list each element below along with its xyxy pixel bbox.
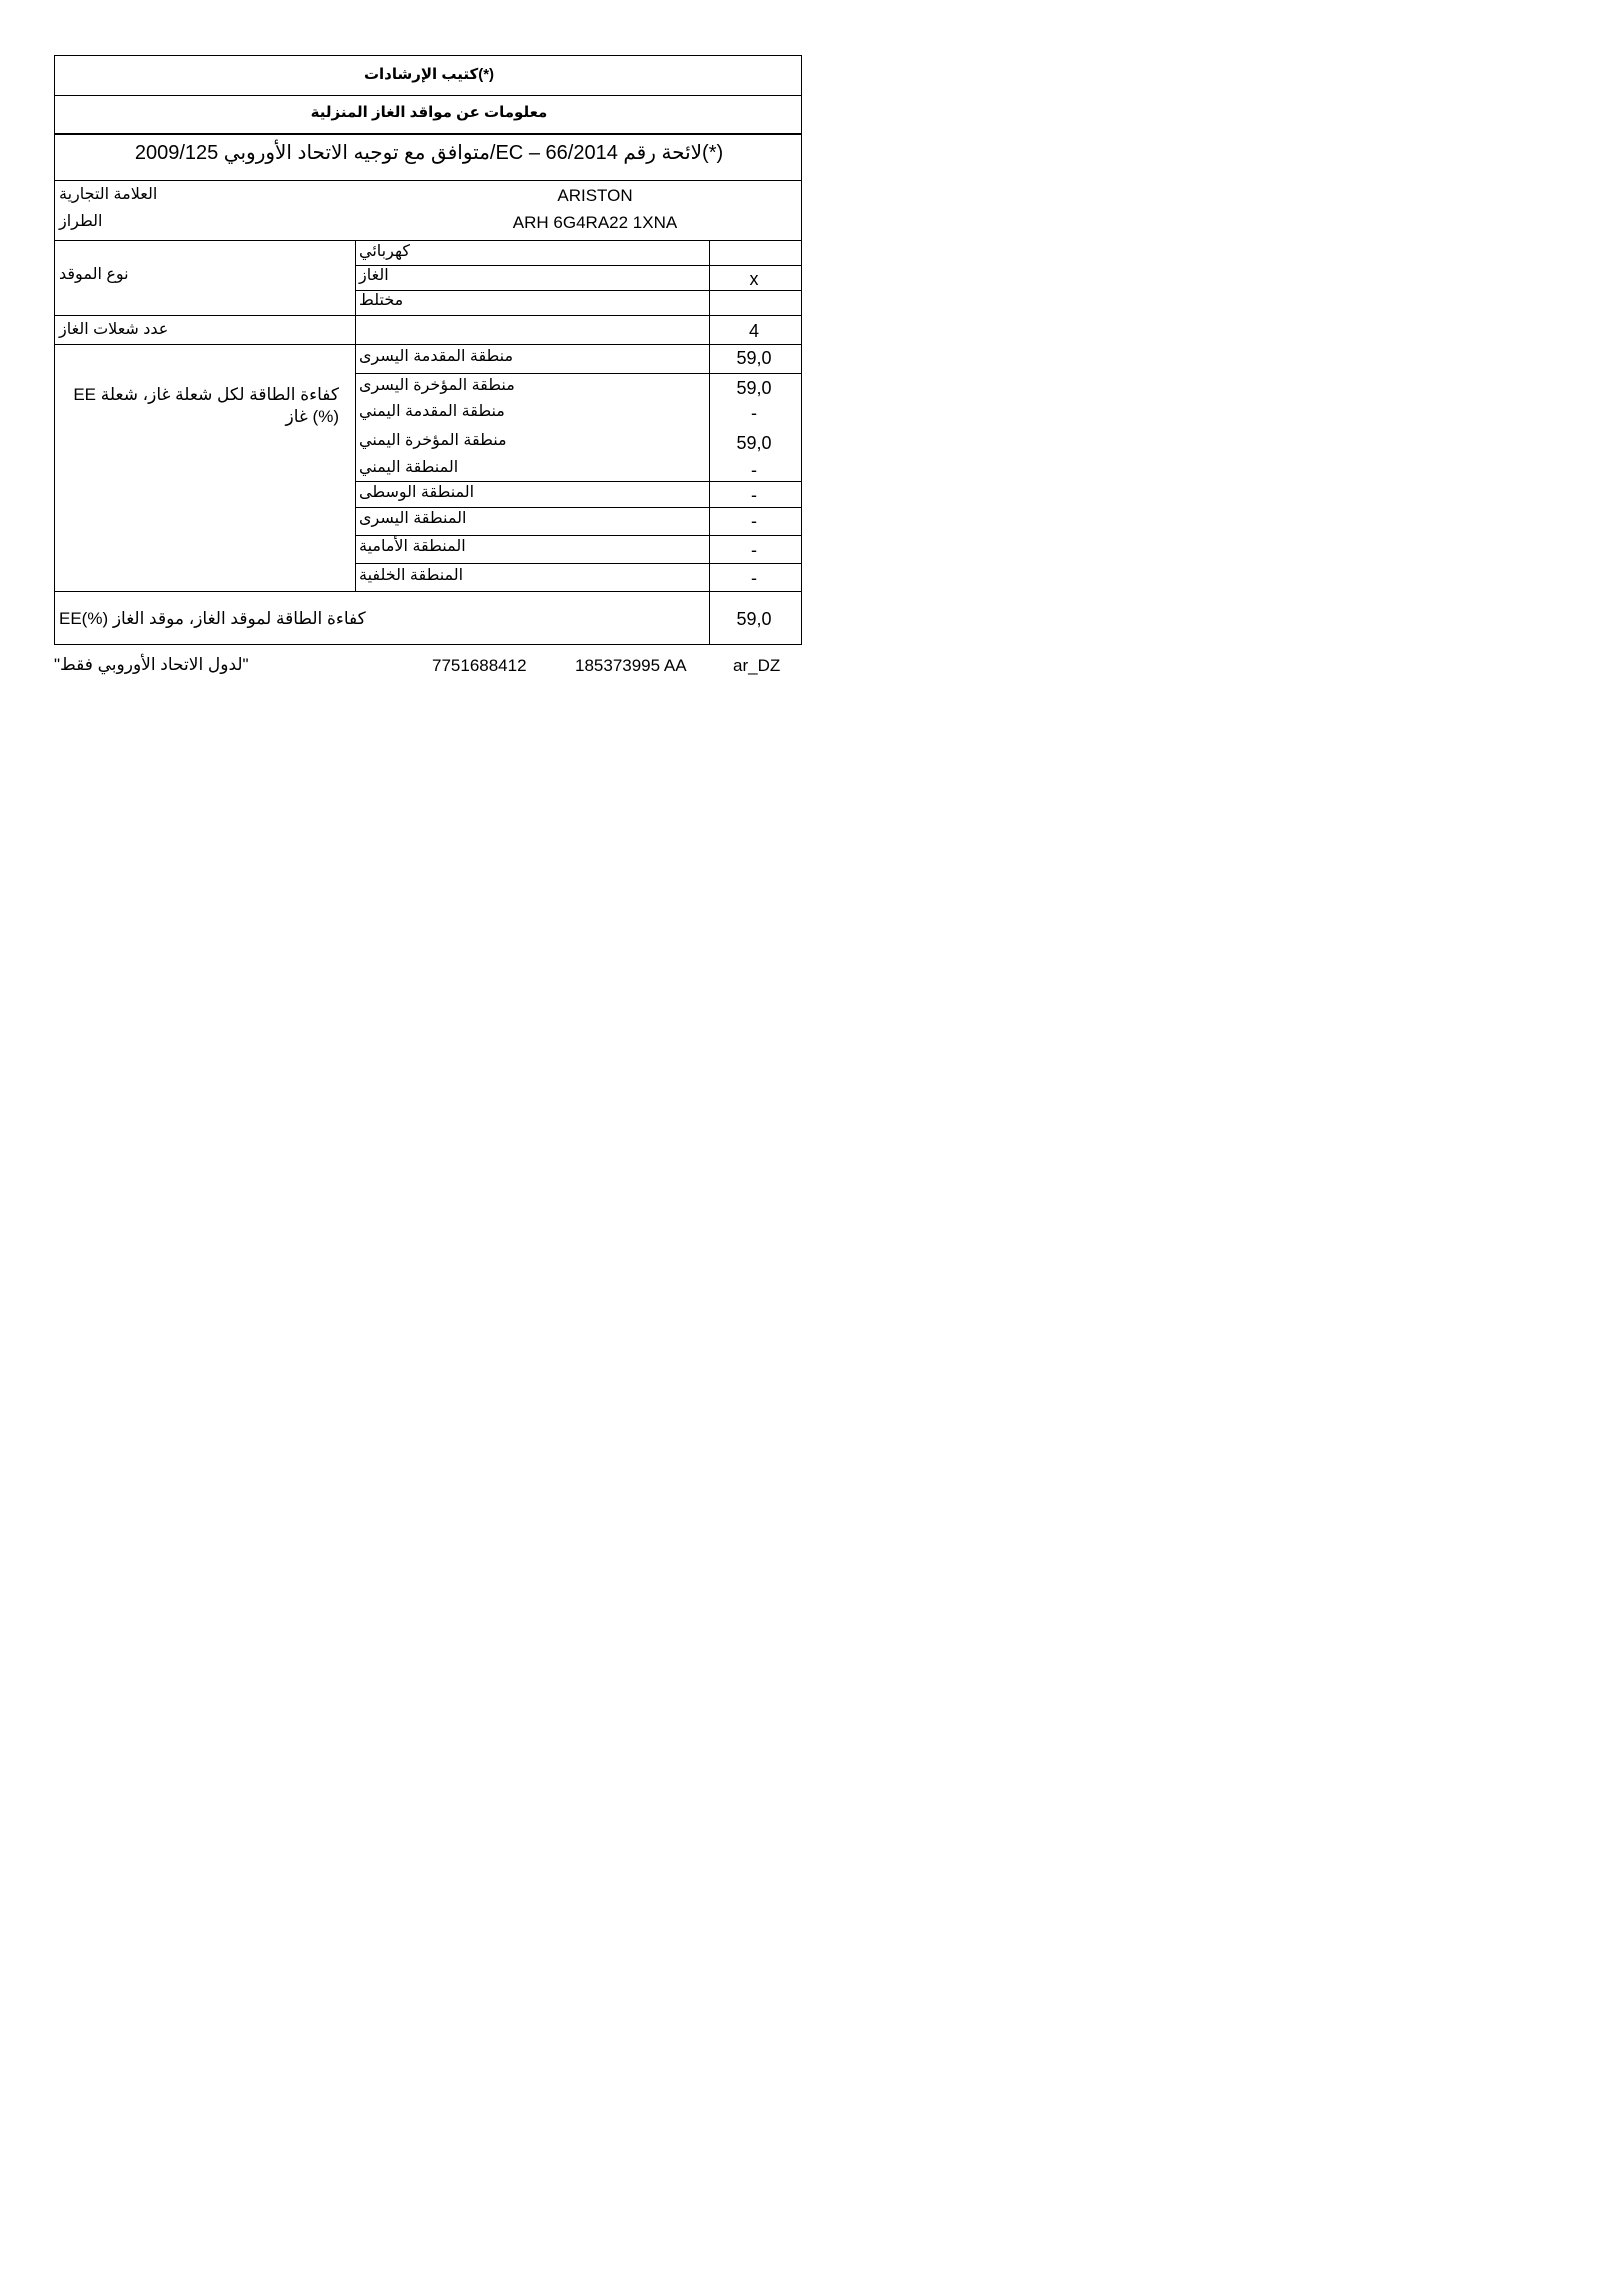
energy-info-table bbox=[54, 55, 802, 645]
zone-label: منطقة المؤخرة اليسرى bbox=[359, 377, 515, 394]
efficiency-total-label: EE(%) كفاءة الطاقة لموقد الغاز، موقد الغاز bbox=[59, 609, 366, 628]
model-label: الطراز bbox=[59, 213, 103, 230]
footer-code: 185373995 AA bbox=[575, 656, 687, 675]
zone-value: - bbox=[751, 485, 757, 505]
efficiency-total-value: 59,0 bbox=[736, 609, 772, 629]
zone-label: المنطقة اليمني bbox=[359, 459, 459, 476]
burners-label: عدد شعلات الغاز bbox=[59, 321, 169, 338]
zone-label: المنطقة الأمامية bbox=[359, 538, 466, 555]
divider bbox=[355, 290, 801, 291]
zone-value: 59,0 bbox=[736, 348, 772, 368]
divider bbox=[55, 591, 801, 592]
brand-label: العلامة التجارية bbox=[59, 186, 158, 203]
brand-value: ARISTON bbox=[557, 186, 633, 205]
zone-value: - bbox=[751, 403, 757, 423]
efficiency-per-burner-label: EE كفاءة الطاقة لكل شعلة غاز، شعلة غاز (%) bbox=[73, 385, 339, 426]
zone-label: منطقة المقدمة اليسرى bbox=[359, 348, 514, 365]
zone-value: 59,0 bbox=[736, 378, 772, 398]
zone-label: المنطقة الخلفية bbox=[359, 567, 464, 584]
footer-note: "لدول الاتحاد الأوروبي فقط" bbox=[54, 655, 249, 674]
divider bbox=[55, 180, 801, 181]
divider bbox=[355, 535, 801, 536]
column-rule bbox=[355, 240, 356, 591]
zone-value: - bbox=[751, 511, 757, 531]
zone-value: 59,0 bbox=[736, 433, 772, 453]
zone-label: منطقة المؤخرة اليمني bbox=[359, 432, 507, 449]
divider bbox=[55, 133, 801, 135]
table-subtitle: معلومات عن مواقد الغاز المنزلية bbox=[310, 104, 548, 121]
hob-type-label: نوع الموقد bbox=[59, 266, 129, 283]
footer-locale: ar_DZ bbox=[733, 656, 781, 675]
regulation-text: (*)لائحة رقم 66/2014 – EC/متوافق مع توجيه الاتحاد الأوروبي 2009/125 bbox=[134, 142, 724, 164]
zone-label: المنطقة الوسطى bbox=[359, 484, 475, 501]
table-title: (*)كتيب الإرشادات bbox=[363, 66, 495, 83]
divider bbox=[355, 563, 801, 564]
divider bbox=[55, 344, 801, 345]
zone-value: - bbox=[751, 460, 757, 480]
divider bbox=[55, 95, 801, 96]
divider bbox=[355, 507, 801, 508]
burners-value: 4 bbox=[748, 321, 759, 341]
divider bbox=[355, 481, 801, 482]
divider bbox=[55, 315, 801, 316]
footer-code: 7751688412 bbox=[432, 656, 527, 675]
divider bbox=[355, 373, 801, 374]
model-value: ARH 6G4RA22 1XNA bbox=[512, 213, 678, 232]
column-rule bbox=[709, 240, 710, 645]
zone-label: منطقة المقدمة اليمني bbox=[359, 403, 505, 420]
hob-type-mark: x bbox=[749, 269, 759, 289]
zone-value: - bbox=[751, 540, 757, 560]
divider bbox=[355, 265, 801, 266]
hob-type-option: كهربائي bbox=[359, 243, 410, 260]
zone-value: - bbox=[751, 568, 757, 588]
hob-type-option: الغاز bbox=[359, 267, 389, 284]
zone-label: المنطقة اليسرى bbox=[359, 510, 467, 527]
hob-type-option: مختلط bbox=[359, 292, 404, 309]
divider bbox=[55, 240, 801, 241]
